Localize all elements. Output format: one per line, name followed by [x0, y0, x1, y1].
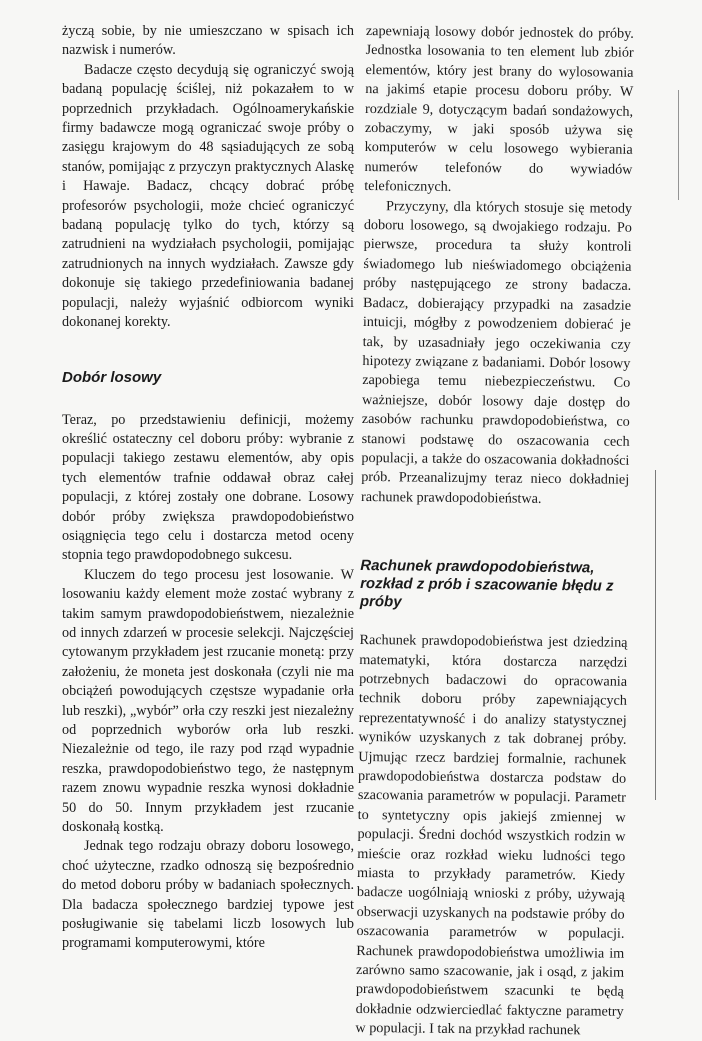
left-paragraph-4: Kluczem do tego procesu jest losowanie. W losowaniu każdy element może zostać wybrany z takim samym prawdopodobieństwem, niezależnie od innych zdarzeń w procesie selekcji. Najczęściej cytowanym przykładem jest rzucanie monetą: przy założeniu, że moneta jest doskonała (czyli nie ma obciążeń powodujących częstsze wypadanie orła lub reszki), „wybór” orła czy reszki jest niezależny od poprzednich wyborów orła lub reszki. Niezależnie od tego, ile razy pod rząd wypadnie reszka, prawdopodobieństwo tego, że następnym razem znowu wypadnie reszka wynosi dokładnie 50 do 50. Innym przykładem jest rzucanie doskonałą kostką.	[62, 566, 354, 836]
right-paragraph-1: zapewniają losowy dobór jednostek do próby. Jednostka losowania to ten element lub zbiór elementów, który jest brany do wylosowania na jakimś etapie procesu doboru próby. W rozdziale 9, dotyczącym badań sondażowych, zobaczymy, w jaki sposób używa się komputerów w celu losowego wybierania numerów telefonów do wywiadów telefonicznych.	[364, 22, 634, 196]
left-paragraph-2: Badacze często decydują się ograniczyć swoją badaną populację ściślej, niż pokazałem to w poprzednich przykładach. Ogólnoamerykańskie firmy badawcze mogą ograniczać swoje próby o zasięgu krajowym do 48 sąsiadujących ze sobą stanów, pomijając z przyczyn praktycznych Alaskę i Hawaje. Badacz, chcący dobrać próbę profesorów psychologii, może chcieć ograniczyć badaną populację tylko do tych, którzy są zatrudnieni na wydziałach psychologii, pomijając zatrudnionych na innych wydziałach. Zawsze gdy dokonuje się takiego przedefiniowania badanej populacji, należy wyjaśnić odbiorcom wyniki dokonanej korekty.	[62, 61, 354, 331]
section-heading-rachunek: Rachunek prawdopodobieństwa, rozkład z prób i szacowanie błędu z próby	[359, 557, 614, 611]
scan-margin-mark	[678, 90, 679, 200]
left-paragraph-3: Teraz, po przedstawieniu definicji, możemy określić ostateczny cel doboru próby: wybranie z populacji takiego zestawu elementów, aby opis tych elementów trafnie oddawał obraz całej populacji, z której zostały one dobrane. Losowy dobór próby zwiększa prawdopodobieństwo osiągnięcia tego celu i dostarcza metod oceny stopnia tego prawdopodobnego sukcesu.	[62, 411, 354, 564]
section-heading-dobor-losowy: Dobór losowy	[62, 368, 162, 386]
right-paragraph-3: Rachunek prawdopodobieństwa jest dziedziną matematyki, która dostarcza narzędzi potrzebnych badaczowi do opracowania technik doboru próby zapewniających reprezentatywność i do analizy statystycznej wyników uzyskanych z tak dobranej próby. Ujmując rzecz bardziej formalnie, rachunek prawdopodobieństwa dostarcza podstaw do szacowania parametrów w populacji. Parametr to syntetyczny opis jakiejś zmiennej w populacji. Średni dochód wszystkich rodzin w mieście oraz rozkład wieku ludności tego miasta to przykłady parametrów. Kiedy badacze uogólniają wnioski z próby, używają obserwacji uzyskanych na podstawie próby do oszacowania parametrów w populacji. Rachunek prawdopodobieństwa umożliwia im zarówno samo szacowanie, jak i osąd, z jakim prawdopodobieństwem szacunki te będą dokładnie odzwierciedlać faktyczne parametry w populacji. I tak na przykład rachunek	[355, 632, 628, 1039]
left-paragraph-1: życzą sobie, by nie umieszczano w spisach ich nazwisk i numerów.	[62, 23, 354, 59]
right-column	[355, 22, 634, 1041]
left-column	[62, 22, 354, 954]
left-paragraph-5: Jednak tego rodzaju obrazy doboru losowego, choć użyteczne, rzadko odnoszą się bezpośrednio do metod doboru próby w badaniach społecznych. Dla badacza społecznego bardziej typowe jest posługiwanie się tabelami liczb losowych lub programami komputerowymi, które	[62, 838, 354, 952]
right-paragraph-2: Przyczyny, dla których stosuje się metody doboru losowego, są dwojakiego rodzaju. Po pierwsze, procedura ta służy kontroli świadomego lub nieświadomego obciążenia próby następującego ze strony badacza. Badacz, dobierający przypadki na zasadzie intuicji, mógłby z powodzeniem dobierać je tak, by uzasadniały jego oczekiwania czy hipotezy związane z badaniami. Dobór losowy zapobiega temu niebezpieczeństwu. Co ważniejsze, dobór losowy daje dostęp do zasobów rachunku prawdopodobieństwa, co stanowi podstawę do oszacowania cech populacji, a także do oszacowania dokładności prób. Przeanalizujmy teraz nieco dokładniej rachunek prawdopodobieństwa.	[360, 197, 633, 507]
scan-margin-mark	[655, 470, 656, 800]
